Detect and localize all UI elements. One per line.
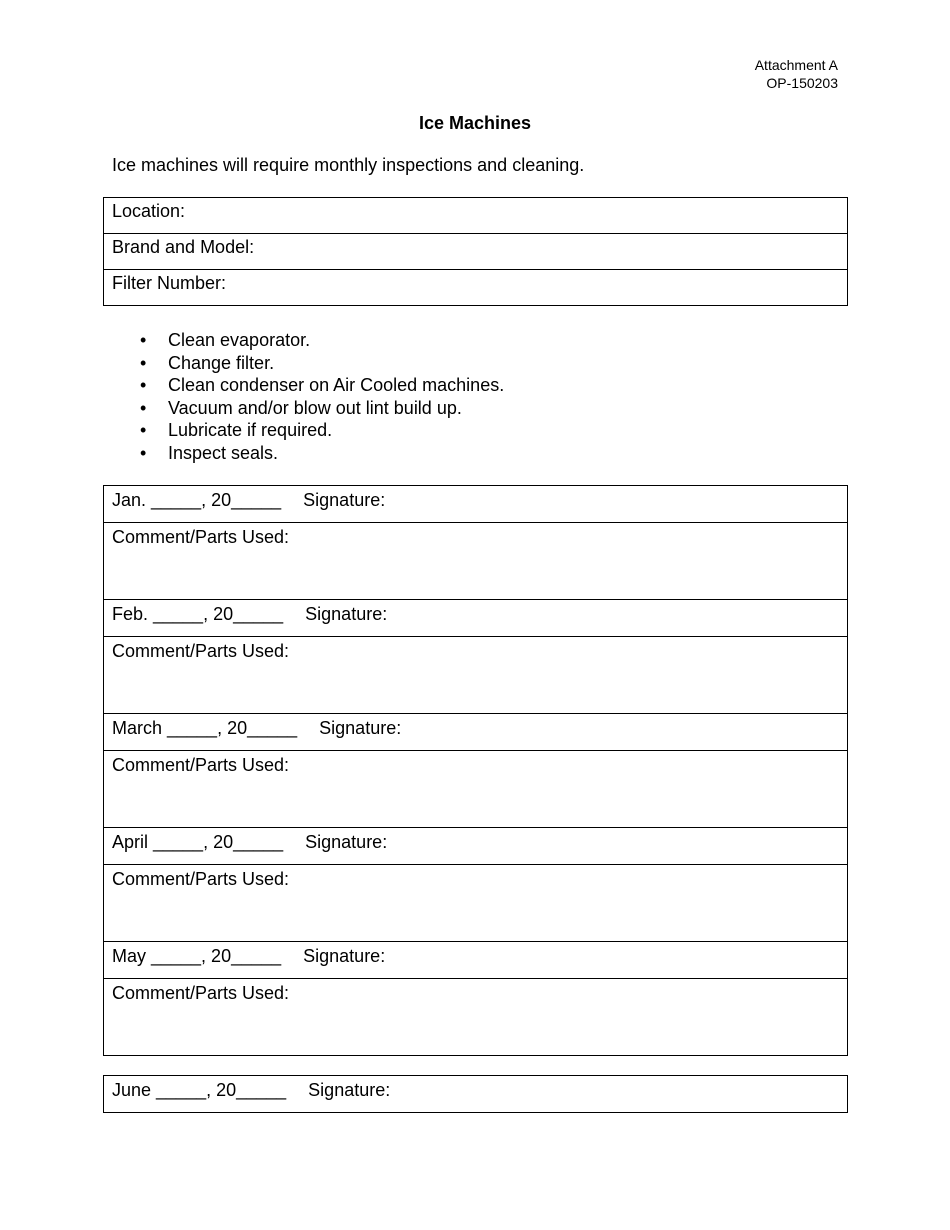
page-title: Ice Machines (418, 113, 532, 133)
signature-label: Signature: (308, 1080, 391, 1100)
brand-model-field[interactable] (104, 234, 847, 270)
date-label: March _____, 20_____ (112, 718, 298, 738)
date-label: April _____, 20_____ (112, 832, 284, 852)
document-number: OP-150203 (766, 75, 838, 91)
list-item (140, 419, 504, 442)
intro-text: Ice machines will require monthly inspections and cleaning. (112, 155, 585, 175)
comment-row-apr[interactable] (104, 865, 847, 942)
bullet-icon: • (140, 397, 147, 418)
comment-row-mar[interactable] (104, 751, 847, 828)
comment-row-jan[interactable] (104, 523, 847, 600)
bullet-icon: • (140, 330, 147, 350)
date-label: Feb. _____, 20_____ (112, 604, 284, 624)
task-text: Clean evaporator. (168, 330, 311, 350)
date-label: Jan. _____, 20_____ (112, 490, 282, 510)
location-label: Location: (112, 201, 186, 221)
comment-label: Comment/Parts Used: (112, 869, 290, 889)
month-date-row-jan[interactable] (104, 486, 847, 523)
month-date-row-may[interactable] (104, 942, 847, 979)
list-item (140, 329, 504, 352)
filter-number-field[interactable] (104, 270, 847, 306)
month-date-row-apr[interactable] (104, 828, 847, 865)
brand-model-label: Brand and Model: (112, 237, 255, 257)
comment-label: Comment/Parts Used: (112, 983, 290, 1003)
task-text: Clean condenser on Air Cooled machines. (168, 375, 505, 396)
list-item (140, 352, 504, 375)
signature-label: Signature: (303, 490, 386, 510)
month-date-row-feb[interactable] (104, 600, 847, 637)
document-header (755, 56, 838, 92)
signature-label: Signature: (303, 946, 386, 966)
signature-label: Signature: (319, 718, 402, 738)
month-date-row-mar[interactable] (104, 714, 847, 751)
date-label: May _____, 20_____ (112, 946, 282, 966)
signature-label: Signature: (305, 604, 388, 624)
task-list (140, 329, 504, 465)
month-date-row-jun[interactable] (104, 1076, 847, 1113)
task-text: Vacuum and/or blow out lint build up. (168, 397, 462, 418)
bullet-icon: • (140, 420, 147, 441)
comment-label: Comment/Parts Used: (112, 641, 290, 661)
list-item (140, 374, 504, 397)
bullet-icon: • (140, 352, 147, 373)
attachment-label: Attachment A (754, 57, 838, 73)
list-item (140, 397, 504, 420)
june-log-table (103, 1075, 848, 1113)
list-item (140, 442, 504, 465)
comment-label: Comment/Parts Used: (112, 527, 290, 547)
bullet-icon: • (140, 442, 147, 463)
equipment-info-table (103, 197, 848, 306)
comment-label: Comment/Parts Used: (112, 755, 290, 775)
comment-row-may[interactable] (104, 979, 847, 1056)
task-text: Lubricate if required. (168, 420, 333, 441)
monthly-log-table (103, 485, 848, 1056)
task-text: Change filter. (168, 352, 275, 373)
filter-number-label: Filter Number: (112, 273, 227, 293)
task-text: Inspect seals. (168, 442, 279, 463)
bullet-icon: • (140, 375, 147, 396)
location-field[interactable] (104, 198, 847, 234)
comment-row-feb[interactable] (104, 637, 847, 714)
date-label: June _____, 20_____ (112, 1080, 287, 1100)
signature-label: Signature: (305, 832, 388, 852)
